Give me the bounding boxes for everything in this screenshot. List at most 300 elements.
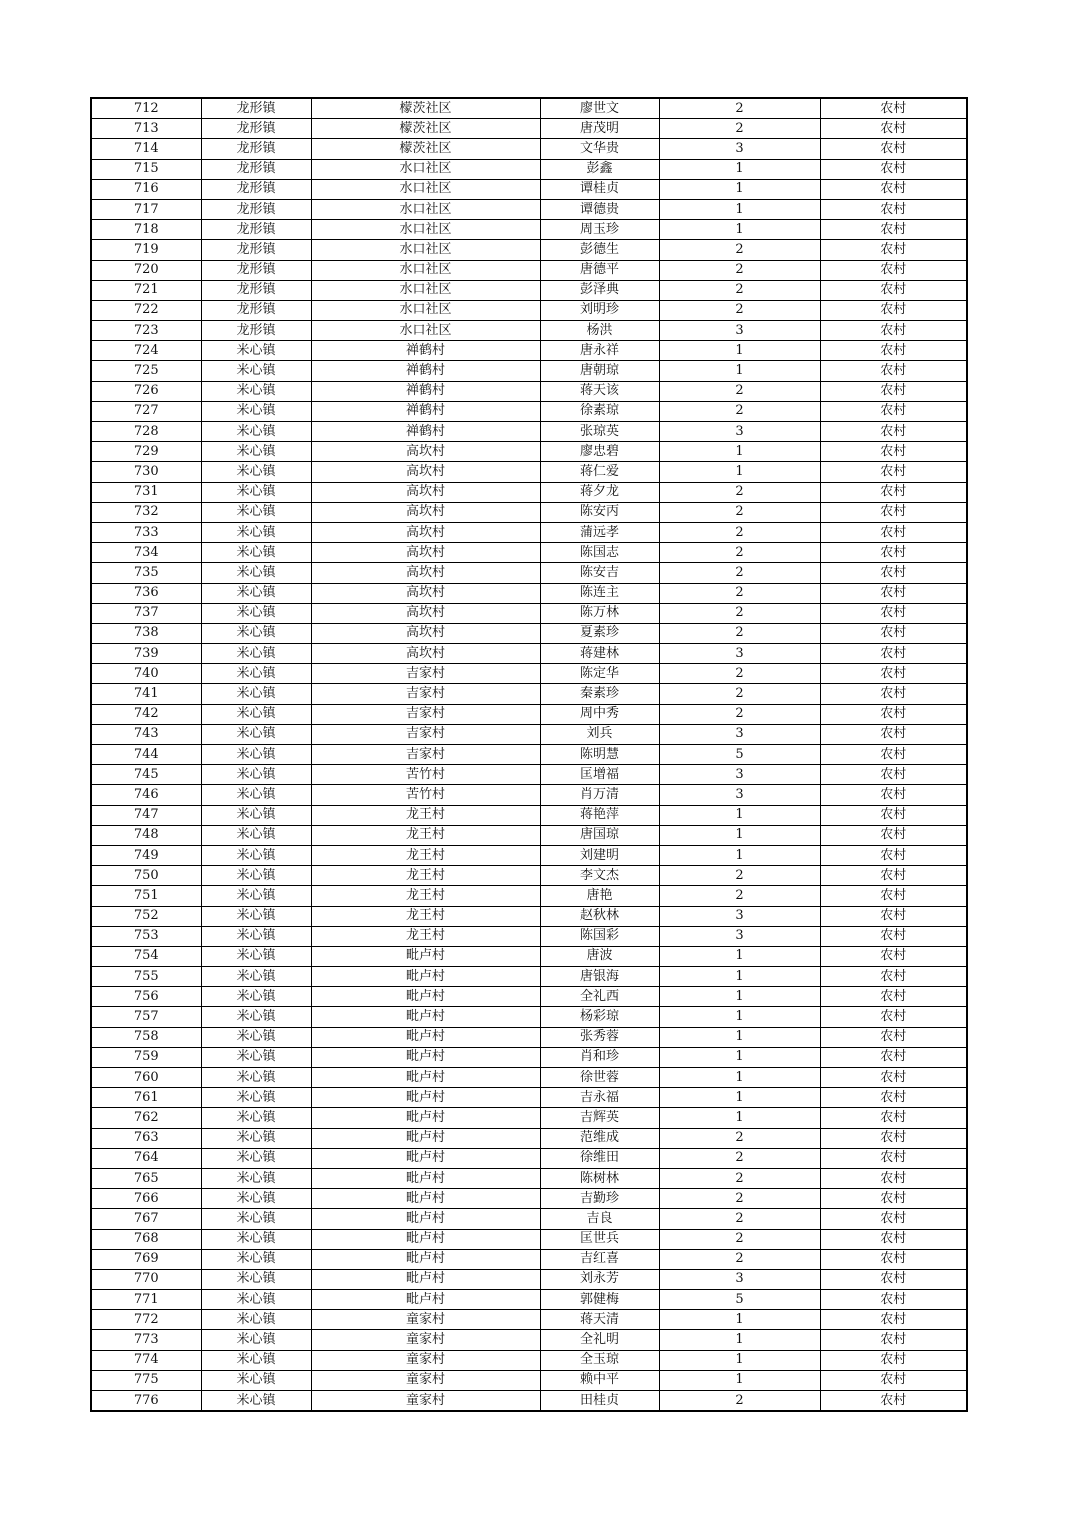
table-row [91, 159, 967, 179]
village-cell: 毗卢村 [311, 1249, 540, 1269]
name-cell: 徐素琼 [540, 401, 659, 421]
row-number-cell: 741 [91, 684, 201, 704]
name-cell: 廖世文 [540, 98, 659, 119]
roster-table [90, 97, 968, 1412]
row-number-cell: 719 [91, 240, 201, 260]
table-row [91, 946, 967, 966]
name-cell: 刘兵 [540, 724, 659, 744]
household-size-cell: 2 [659, 260, 820, 280]
village-cell: 毗卢村 [311, 967, 540, 987]
area-type-cell: 农村 [820, 1290, 967, 1310]
name-cell: 陈定华 [540, 664, 659, 684]
household-size-cell: 3 [659, 785, 820, 805]
village-cell: 禅鹤村 [311, 381, 540, 401]
area-type-cell: 农村 [820, 704, 967, 724]
name-cell: 吉红喜 [540, 1249, 659, 1269]
name-cell: 全礼明 [540, 1330, 659, 1350]
row-number-cell: 721 [91, 280, 201, 300]
row-number-cell: 739 [91, 644, 201, 664]
area-type-cell: 农村 [820, 1269, 967, 1289]
town-cell: 米心镇 [201, 341, 311, 361]
row-number-cell: 714 [91, 139, 201, 159]
village-cell: 禅鹤村 [311, 361, 540, 381]
table-row [91, 684, 967, 704]
town-cell: 米心镇 [201, 482, 311, 502]
area-type-cell: 农村 [820, 805, 967, 825]
table-row [91, 805, 967, 825]
name-cell: 田桂贞 [540, 1391, 659, 1412]
area-type-cell: 农村 [820, 785, 967, 805]
table-row [91, 179, 967, 199]
town-cell: 米心镇 [201, 502, 311, 522]
row-number-cell: 745 [91, 765, 201, 785]
village-cell: 高坎村 [311, 462, 540, 482]
town-cell: 米心镇 [201, 442, 311, 462]
row-number-cell: 729 [91, 442, 201, 462]
table-row [91, 886, 967, 906]
town-cell: 米心镇 [201, 1370, 311, 1390]
table-row [91, 381, 967, 401]
table-row [91, 199, 967, 219]
village-cell: 毗卢村 [311, 1007, 540, 1027]
village-cell: 龙王村 [311, 926, 540, 946]
area-type-cell: 农村 [820, 926, 967, 946]
village-cell: 檬茨社区 [311, 119, 540, 139]
household-size-cell: 2 [659, 1128, 820, 1148]
town-cell: 米心镇 [201, 866, 311, 886]
village-cell: 毗卢村 [311, 946, 540, 966]
area-type-cell: 农村 [820, 1310, 967, 1330]
row-number-cell: 726 [91, 381, 201, 401]
row-number-cell: 768 [91, 1229, 201, 1249]
table-row [91, 1027, 967, 1047]
household-size-cell: 2 [659, 98, 820, 119]
village-cell: 水口社区 [311, 321, 540, 341]
household-size-cell: 1 [659, 361, 820, 381]
household-size-cell: 1 [659, 987, 820, 1007]
area-type-cell: 农村 [820, 644, 967, 664]
village-cell: 檬茨社区 [311, 98, 540, 119]
area-type-cell: 农村 [820, 664, 967, 684]
area-type-cell: 农村 [820, 199, 967, 219]
area-type-cell: 农村 [820, 1370, 967, 1390]
area-type-cell: 农村 [820, 1249, 967, 1269]
name-cell: 肖和珍 [540, 1047, 659, 1067]
name-cell: 徐世蓉 [540, 1068, 659, 1088]
row-number-cell: 753 [91, 926, 201, 946]
row-number-cell: 776 [91, 1391, 201, 1412]
row-number-cell: 730 [91, 462, 201, 482]
household-size-cell: 2 [659, 543, 820, 563]
household-size-cell: 1 [659, 1330, 820, 1350]
row-number-cell: 749 [91, 845, 201, 865]
village-cell: 毗卢村 [311, 1209, 540, 1229]
table-row [91, 1249, 967, 1269]
name-cell: 唐银海 [540, 967, 659, 987]
table-row [91, 1168, 967, 1188]
table-row [91, 583, 967, 603]
town-cell: 米心镇 [201, 704, 311, 724]
area-type-cell: 农村 [820, 260, 967, 280]
table-row [91, 482, 967, 502]
household-size-cell: 1 [659, 967, 820, 987]
table-row [91, 1229, 967, 1249]
row-number-cell: 734 [91, 543, 201, 563]
town-cell: 米心镇 [201, 845, 311, 865]
name-cell: 张秀蓉 [540, 1027, 659, 1047]
name-cell: 徐维田 [540, 1148, 659, 1168]
roster-table-container [90, 97, 968, 1412]
name-cell: 范维成 [540, 1128, 659, 1148]
area-type-cell: 农村 [820, 1108, 967, 1128]
name-cell: 李文杰 [540, 866, 659, 886]
area-type-cell: 农村 [820, 845, 967, 865]
table-row [91, 623, 967, 643]
row-number-cell: 763 [91, 1128, 201, 1148]
area-type-cell: 农村 [820, 543, 967, 563]
household-size-cell: 3 [659, 139, 820, 159]
name-cell: 秦素珍 [540, 684, 659, 704]
table-row [91, 563, 967, 583]
town-cell: 米心镇 [201, 805, 311, 825]
table-row [91, 785, 967, 805]
table-row [91, 341, 967, 361]
area-type-cell: 农村 [820, 1007, 967, 1027]
village-cell: 檬茨社区 [311, 139, 540, 159]
household-size-cell: 2 [659, 1249, 820, 1269]
table-row [91, 866, 967, 886]
table-row [91, 280, 967, 300]
town-cell: 米心镇 [201, 1027, 311, 1047]
household-size-cell: 1 [659, 462, 820, 482]
household-size-cell: 1 [659, 1310, 820, 1330]
area-type-cell: 农村 [820, 745, 967, 765]
area-type-cell: 农村 [820, 724, 967, 744]
village-cell: 水口社区 [311, 220, 540, 240]
household-size-cell: 2 [659, 603, 820, 623]
village-cell: 毗卢村 [311, 1189, 540, 1209]
area-type-cell: 农村 [820, 1128, 967, 1148]
town-cell: 龙形镇 [201, 240, 311, 260]
area-type-cell: 农村 [820, 684, 967, 704]
name-cell: 唐艳 [540, 886, 659, 906]
area-type-cell: 农村 [820, 1027, 967, 1047]
household-size-cell: 2 [659, 1168, 820, 1188]
household-size-cell: 3 [659, 926, 820, 946]
roster-table-body [91, 98, 967, 1411]
town-cell: 龙形镇 [201, 98, 311, 119]
village-cell: 苦竹村 [311, 785, 540, 805]
name-cell: 蒋仁爱 [540, 462, 659, 482]
table-row [91, 260, 967, 280]
area-type-cell: 农村 [820, 300, 967, 320]
area-type-cell: 农村 [820, 946, 967, 966]
name-cell: 郭健梅 [540, 1290, 659, 1310]
name-cell: 赖中平 [540, 1370, 659, 1390]
village-cell: 童家村 [311, 1370, 540, 1390]
area-type-cell: 农村 [820, 119, 967, 139]
area-type-cell: 农村 [820, 583, 967, 603]
name-cell: 廖忠碧 [540, 442, 659, 462]
name-cell: 匡世兵 [540, 1229, 659, 1249]
household-size-cell: 1 [659, 199, 820, 219]
row-number-cell: 773 [91, 1330, 201, 1350]
household-size-cell: 1 [659, 159, 820, 179]
name-cell: 陈国志 [540, 543, 659, 563]
town-cell: 米心镇 [201, 946, 311, 966]
area-type-cell: 农村 [820, 1350, 967, 1370]
table-row [91, 926, 967, 946]
area-type-cell: 农村 [820, 522, 967, 542]
area-type-cell: 农村 [820, 321, 967, 341]
name-cell: 蒋建林 [540, 644, 659, 664]
household-size-cell: 2 [659, 300, 820, 320]
row-number-cell: 743 [91, 724, 201, 744]
household-size-cell: 2 [659, 563, 820, 583]
table-row [91, 1310, 967, 1330]
row-number-cell: 738 [91, 623, 201, 643]
area-type-cell: 农村 [820, 361, 967, 381]
town-cell: 米心镇 [201, 543, 311, 563]
household-size-cell: 1 [659, 946, 820, 966]
household-size-cell: 2 [659, 886, 820, 906]
village-cell: 毗卢村 [311, 1027, 540, 1047]
town-cell: 米心镇 [201, 1189, 311, 1209]
name-cell: 周中秀 [540, 704, 659, 724]
village-cell: 毗卢村 [311, 987, 540, 1007]
name-cell: 蒋夕龙 [540, 482, 659, 502]
area-type-cell: 农村 [820, 139, 967, 159]
town-cell: 米心镇 [201, 987, 311, 1007]
town-cell: 龙形镇 [201, 119, 311, 139]
row-number-cell: 732 [91, 502, 201, 522]
household-size-cell: 1 [659, 179, 820, 199]
area-type-cell: 农村 [820, 502, 967, 522]
name-cell: 谭德贵 [540, 199, 659, 219]
row-number-cell: 757 [91, 1007, 201, 1027]
name-cell: 陈国彩 [540, 926, 659, 946]
table-row [91, 644, 967, 664]
town-cell: 米心镇 [201, 825, 311, 845]
name-cell: 夏素珍 [540, 623, 659, 643]
area-type-cell: 农村 [820, 280, 967, 300]
household-size-cell: 1 [659, 1068, 820, 1088]
household-size-cell: 1 [659, 805, 820, 825]
household-size-cell: 1 [659, 220, 820, 240]
village-cell: 水口社区 [311, 159, 540, 179]
household-size-cell: 1 [659, 1047, 820, 1067]
row-number-cell: 737 [91, 603, 201, 623]
village-cell: 毗卢村 [311, 1168, 540, 1188]
household-size-cell: 3 [659, 1269, 820, 1289]
table-row [91, 664, 967, 684]
row-number-cell: 718 [91, 220, 201, 240]
village-cell: 童家村 [311, 1391, 540, 1412]
household-size-cell: 1 [659, 341, 820, 361]
town-cell: 米心镇 [201, 724, 311, 744]
town-cell: 米心镇 [201, 1290, 311, 1310]
table-row [91, 1350, 967, 1370]
row-number-cell: 771 [91, 1290, 201, 1310]
town-cell: 米心镇 [201, 684, 311, 704]
household-size-cell: 1 [659, 1370, 820, 1390]
household-size-cell: 2 [659, 280, 820, 300]
row-number-cell: 752 [91, 906, 201, 926]
household-size-cell: 1 [659, 1350, 820, 1370]
table-row [91, 543, 967, 563]
town-cell: 米心镇 [201, 1310, 311, 1330]
table-row [91, 220, 967, 240]
village-cell: 童家村 [311, 1330, 540, 1350]
household-size-cell: 1 [659, 845, 820, 865]
village-cell: 高坎村 [311, 583, 540, 603]
household-size-cell: 2 [659, 240, 820, 260]
row-number-cell: 764 [91, 1148, 201, 1168]
household-size-cell: 1 [659, 1007, 820, 1027]
town-cell: 米心镇 [201, 664, 311, 684]
row-number-cell: 722 [91, 300, 201, 320]
table-row [91, 603, 967, 623]
table-row [91, 442, 967, 462]
village-cell: 高坎村 [311, 482, 540, 502]
village-cell: 高坎村 [311, 563, 540, 583]
town-cell: 米心镇 [201, 926, 311, 946]
town-cell: 米心镇 [201, 563, 311, 583]
town-cell: 米心镇 [201, 1330, 311, 1350]
row-number-cell: 724 [91, 341, 201, 361]
row-number-cell: 750 [91, 866, 201, 886]
row-number-cell: 765 [91, 1168, 201, 1188]
village-cell: 毗卢村 [311, 1290, 540, 1310]
household-size-cell: 1 [659, 442, 820, 462]
table-row [91, 745, 967, 765]
town-cell: 米心镇 [201, 603, 311, 623]
town-cell: 米心镇 [201, 1269, 311, 1289]
town-cell: 龙形镇 [201, 321, 311, 341]
row-number-cell: 770 [91, 1269, 201, 1289]
town-cell: 米心镇 [201, 886, 311, 906]
village-cell: 吉家村 [311, 745, 540, 765]
name-cell: 唐永祥 [540, 341, 659, 361]
name-cell: 肖万清 [540, 785, 659, 805]
area-type-cell: 农村 [820, 1330, 967, 1350]
village-cell: 水口社区 [311, 280, 540, 300]
village-cell: 水口社区 [311, 199, 540, 219]
household-size-cell: 2 [659, 1229, 820, 1249]
area-type-cell: 农村 [820, 442, 967, 462]
row-number-cell: 728 [91, 422, 201, 442]
household-size-cell: 2 [659, 704, 820, 724]
table-row [91, 300, 967, 320]
household-size-cell: 2 [659, 1209, 820, 1229]
household-size-cell: 3 [659, 906, 820, 926]
table-row [91, 906, 967, 926]
row-number-cell: 716 [91, 179, 201, 199]
village-cell: 高坎村 [311, 442, 540, 462]
village-cell: 水口社区 [311, 260, 540, 280]
household-size-cell: 2 [659, 623, 820, 643]
village-cell: 童家村 [311, 1350, 540, 1370]
area-type-cell: 农村 [820, 401, 967, 421]
name-cell: 赵秋林 [540, 906, 659, 926]
table-row [91, 1047, 967, 1067]
row-number-cell: 761 [91, 1088, 201, 1108]
area-type-cell: 农村 [820, 765, 967, 785]
household-size-cell: 5 [659, 1290, 820, 1310]
area-type-cell: 农村 [820, 1229, 967, 1249]
area-type-cell: 农村 [820, 179, 967, 199]
row-number-cell: 727 [91, 401, 201, 421]
name-cell: 唐波 [540, 946, 659, 966]
village-cell: 吉家村 [311, 684, 540, 704]
table-row [91, 1088, 967, 1108]
row-number-cell: 772 [91, 1310, 201, 1330]
name-cell: 彭德生 [540, 240, 659, 260]
town-cell: 龙形镇 [201, 199, 311, 219]
table-row [91, 1290, 967, 1310]
town-cell: 米心镇 [201, 1209, 311, 1229]
area-type-cell: 农村 [820, 866, 967, 886]
household-size-cell: 2 [659, 482, 820, 502]
name-cell: 唐国琼 [540, 825, 659, 845]
table-row [91, 967, 967, 987]
town-cell: 米心镇 [201, 1068, 311, 1088]
household-size-cell: 2 [659, 866, 820, 886]
table-row [91, 321, 967, 341]
town-cell: 米心镇 [201, 361, 311, 381]
household-size-cell: 2 [659, 1189, 820, 1209]
row-number-cell: 760 [91, 1068, 201, 1088]
village-cell: 禅鹤村 [311, 401, 540, 421]
row-number-cell: 774 [91, 1350, 201, 1370]
name-cell: 陈万林 [540, 603, 659, 623]
row-number-cell: 767 [91, 1209, 201, 1229]
town-cell: 米心镇 [201, 1350, 311, 1370]
row-number-cell: 735 [91, 563, 201, 583]
town-cell: 米心镇 [201, 1168, 311, 1188]
name-cell: 吉辉英 [540, 1108, 659, 1128]
town-cell: 米心镇 [201, 765, 311, 785]
area-type-cell: 农村 [820, 563, 967, 583]
town-cell: 米心镇 [201, 583, 311, 603]
household-size-cell: 2 [659, 401, 820, 421]
area-type-cell: 农村 [820, 603, 967, 623]
name-cell: 杨洪 [540, 321, 659, 341]
name-cell: 蒋天清 [540, 1310, 659, 1330]
area-type-cell: 农村 [820, 1391, 967, 1412]
name-cell: 刘明珍 [540, 300, 659, 320]
row-number-cell: 740 [91, 664, 201, 684]
table-row [91, 361, 967, 381]
town-cell: 米心镇 [201, 522, 311, 542]
table-row [91, 1330, 967, 1350]
row-number-cell: 751 [91, 886, 201, 906]
village-cell: 龙王村 [311, 906, 540, 926]
row-number-cell: 766 [91, 1189, 201, 1209]
village-cell: 高坎村 [311, 644, 540, 664]
town-cell: 米心镇 [201, 1108, 311, 1128]
village-cell: 高坎村 [311, 502, 540, 522]
name-cell: 蒲远孝 [540, 522, 659, 542]
town-cell: 龙形镇 [201, 179, 311, 199]
village-cell: 毗卢村 [311, 1269, 540, 1289]
town-cell: 龙形镇 [201, 159, 311, 179]
row-number-cell: 731 [91, 482, 201, 502]
name-cell: 蒋天该 [540, 381, 659, 401]
household-size-cell: 2 [659, 1148, 820, 1168]
town-cell: 米心镇 [201, 1391, 311, 1412]
table-row [91, 1108, 967, 1128]
